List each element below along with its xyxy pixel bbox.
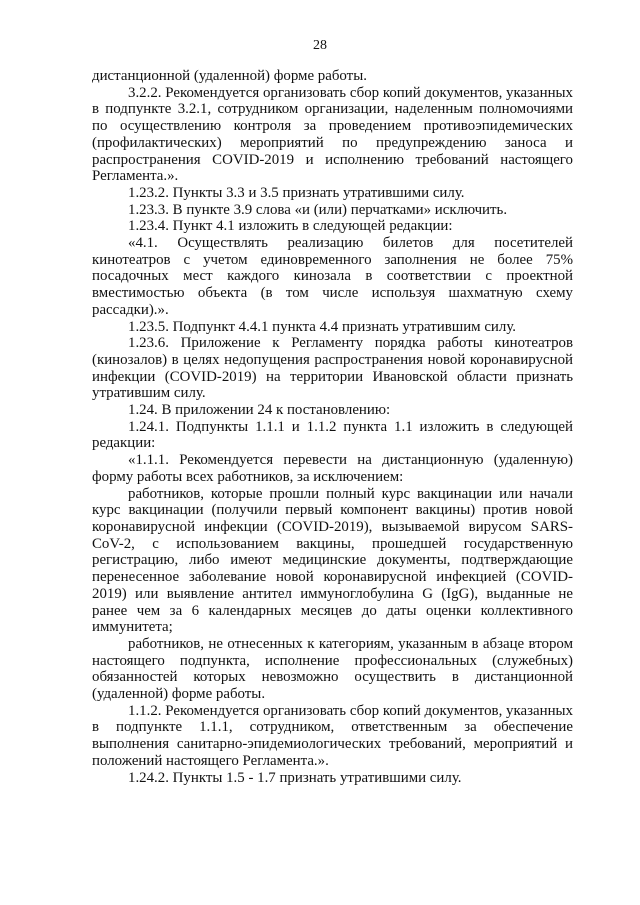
paragraph-1-23-2: 1.23.2. Пункты 3.3 и 3.5 признать утратившими силу. (128, 184, 465, 201)
document-body (92, 68, 573, 786)
paragraph-other-workers: работников, не отнесенных к категориям, указанным в абзаце втором настоящего подпункта, исполнение профессиональных (служебных) обязанностей которых невозможно осуществить в дистанционной (удаленной) форме работы. (92, 635, 573, 703)
paragraph-1-23-5: 1.23.5. Подпункт 4.4.1 пункта 4.4 признать утратившим силу. (128, 318, 517, 335)
paragraph-1-23-6: 1.23.6. Приложение к Регламенту порядка работы кинотеатров (кинозалов) в целях недопущения распространения новой коронавирусной инфекции (COVID-2019) на территории Ивановской области признать утратившим силу. (92, 335, 573, 402)
page-number: 28 (313, 38, 327, 53)
paragraph-continuation: дистанционной (удаленной) форме работы. (92, 68, 367, 84)
paragraph-1-23-4: 1.23.4. Пункт 4.1 изложить в следующей редакции: (128, 218, 453, 235)
paragraph-4-1: «4.1. Осуществлять реализацию билетов для посетителей кинотеатров с учетом единовременного заполнения не более 75% посадочных мест каждого кинозала в соответствии с проектной вместимостью объекта (в том числе используя шахматную схему рассадки).». (92, 235, 573, 318)
paragraph-1-1-1: «1.1.1. Рекомендуется перевести на дистанционную (удаленную) форму работы всех работников, за исключением: (92, 452, 573, 485)
paragraph-1-24-2: 1.24.2. Пункты 1.5 - 1.7 признать утратившими силу. (128, 769, 462, 786)
paragraph-1-23-3: 1.23.3. В пункте 3.9 слова «и (или) перчатками» исключить. (128, 201, 508, 218)
paragraph-3-2-2: 3.2.2. Рекомендуется организовать сбор копий документов, указанных в подпункте 3.2.1, сотрудником организации, наделенным полномочиями по осуществлению контроля за проведением противоэпидемических (профилактических) мероприятий по предупреждению заноса и распространения COVID-2019 и исполнению требований настоящего Регламента.». (92, 84, 573, 185)
paragraph-1-24-1: 1.24.1. Подпункты 1.1.1 и 1.1.2 пункта 1.1 изложить в следующей редакции: (92, 418, 573, 452)
paragraph-1-1-2: 1.1.2. Рекомендуется организовать сбор копий документов, указанных в подпункте 1.1.1, сотрудником, ответственным за обеспечение выполнения санитарно-эпидемиологических требований, мероприятий и положений настоящего Регламента.». (92, 702, 573, 769)
paragraph-vaccinated-workers: работников, которые прошли полный курс вакцинации или начали курс вакцинации (получили первый компонент вакцины) против новой коронавирусной инфекции (COVID-2019), вызываемой вирусом SARS-CoV-2, с использованием вакцины, прошедшей государственную регистрацию, либо имеют медицинские документы, подтверждающие перенесенное заболевание новой коронавирусной инфекцией (COVID-2019) или выявление антител иммуноглобулина G (IgG), выданные не ранее чем за 6 календарных месяцев до даты оценки коллективного иммунитета; (92, 485, 573, 636)
paragraph-1-24: 1.24. В приложении 24 к постановлению: (128, 402, 391, 419)
